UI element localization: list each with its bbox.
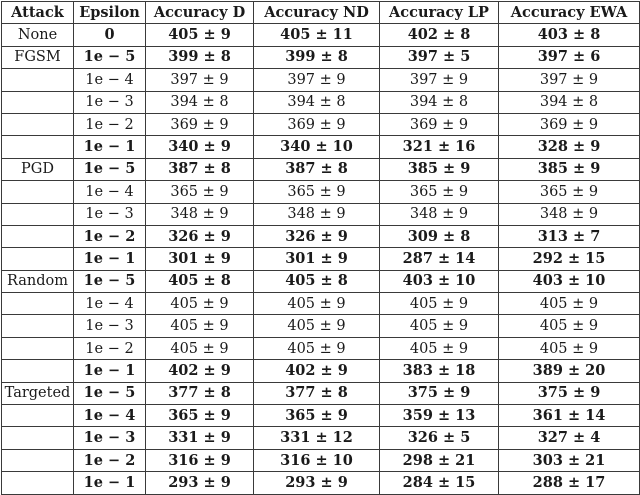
attack-cell [2,91,74,113]
attack-cell [2,405,74,427]
table-row [2,382,640,404]
accuracy-ewa-cell: 405 ± 9 [499,293,640,315]
header-row [2,2,640,24]
accuracy-nd-cell: 402 ± 9 [254,360,380,382]
accuracy-lp-cell: 309 ± 8 [380,225,499,247]
accuracy-lp-cell: 383 ± 18 [380,360,499,382]
attack-cell [2,203,74,225]
accuracy-d-cell: 301 ± 9 [146,248,254,270]
table-row [2,360,640,382]
attack-cell [2,293,74,315]
accuracy-d-cell: 405 ± 9 [146,337,254,359]
attack-cell [2,113,74,135]
accuracy-lp-cell: 397 ± 5 [380,46,499,68]
epsilon-cell: 1e − 4 [74,181,146,203]
accuracy-d-cell: 405 ± 9 [146,293,254,315]
accuracy-lp-cell: 405 ± 9 [380,315,499,337]
accuracy-d-cell: 331 ± 9 [146,427,254,449]
header-accuracy-ewa: Accuracy EWA [499,2,640,24]
attack-cell [2,360,74,382]
accuracy-lp-cell: 321 ± 16 [380,136,499,158]
epsilon-cell: 1e − 4 [74,293,146,315]
accuracy-ewa-cell: 403 ± 10 [499,270,640,292]
attack-cell [2,248,74,270]
epsilon-cell: 1e − 4 [74,405,146,427]
accuracy-d-cell: 369 ± 9 [146,113,254,135]
epsilon-cell: 1e − 2 [74,225,146,247]
attack-cell [2,427,74,449]
accuracy-d-cell: 365 ± 9 [146,181,254,203]
header-accuracy-d: Accuracy D [146,2,254,24]
accuracy-nd-cell: 293 ± 9 [254,472,380,494]
accuracy-lp-cell: 298 ± 21 [380,449,499,471]
accuracy-d-cell: 397 ± 9 [146,69,254,91]
accuracy-lp-cell: 385 ± 9 [380,158,499,180]
attack-cell [2,449,74,471]
table-row [2,315,640,337]
epsilon-cell: 1e − 2 [74,113,146,135]
epsilon-cell: 1e − 1 [74,360,146,382]
attack-cell [2,472,74,494]
accuracy-nd-cell: 405 ± 9 [254,293,380,315]
epsilon-cell: 1e − 2 [74,449,146,471]
accuracy-nd-cell: 387 ± 8 [254,158,380,180]
accuracy-lp-cell: 287 ± 14 [380,248,499,270]
attack-cell [2,181,74,203]
accuracy-ewa-cell: 292 ± 15 [499,248,640,270]
accuracy-ewa-cell: 313 ± 7 [499,225,640,247]
table-row [2,181,640,203]
accuracy-ewa-cell: 361 ± 14 [499,405,640,427]
accuracy-d-cell: 365 ± 9 [146,405,254,427]
accuracy-ewa-cell: 403 ± 8 [499,24,640,46]
accuracy-nd-cell: 365 ± 9 [254,405,380,427]
accuracy-nd-cell: 405 ± 11 [254,24,380,46]
accuracy-d-cell: 405 ± 8 [146,270,254,292]
accuracy-ewa-cell: 375 ± 9 [499,382,640,404]
accuracy-lp-cell: 326 ± 5 [380,427,499,449]
accuracy-nd-cell: 369 ± 9 [254,113,380,135]
attack-cell: PGD [2,158,74,180]
header-attack: Attack [2,2,74,24]
accuracy-ewa-cell: 328 ± 9 [499,136,640,158]
accuracy-lp-cell: 394 ± 8 [380,91,499,113]
accuracy-ewa-cell: 397 ± 6 [499,46,640,68]
epsilon-cell: 1e − 4 [74,69,146,91]
accuracy-nd-cell: 365 ± 9 [254,181,380,203]
table-row [2,248,640,270]
table-row [2,472,640,494]
attack-cell [2,225,74,247]
accuracy-lp-cell: 348 ± 9 [380,203,499,225]
table-body [2,24,640,494]
attack-cell [2,136,74,158]
epsilon-cell: 1e − 5 [74,270,146,292]
accuracy-d-cell: 394 ± 8 [146,91,254,113]
accuracy-d-cell: 316 ± 9 [146,449,254,471]
table-row [2,427,640,449]
accuracy-d-cell: 399 ± 8 [146,46,254,68]
epsilon-cell: 1e − 2 [74,337,146,359]
header-accuracy-nd: Accuracy ND [254,2,380,24]
epsilon-cell: 1e − 5 [74,46,146,68]
accuracy-nd-cell: 340 ± 10 [254,136,380,158]
accuracy-lp-cell: 405 ± 9 [380,293,499,315]
accuracy-nd-cell: 316 ± 10 [254,449,380,471]
attack-cell: None [2,24,74,46]
accuracy-ewa-cell: 327 ± 4 [499,427,640,449]
accuracy-d-cell: 405 ± 9 [146,24,254,46]
accuracy-nd-cell: 331 ± 12 [254,427,380,449]
attack-cell: Random [2,270,74,292]
accuracy-d-cell: 402 ± 9 [146,360,254,382]
epsilon-cell: 1e − 3 [74,203,146,225]
accuracy-ewa-cell: 303 ± 21 [499,449,640,471]
accuracy-ewa-cell: 369 ± 9 [499,113,640,135]
accuracy-lp-cell: 359 ± 13 [380,405,499,427]
accuracy-d-cell: 348 ± 9 [146,203,254,225]
accuracy-lp-cell: 397 ± 9 [380,69,499,91]
accuracy-nd-cell: 326 ± 9 [254,225,380,247]
table-row [2,337,640,359]
accuracy-nd-cell: 399 ± 8 [254,46,380,68]
table-row [2,24,640,46]
accuracy-nd-cell: 377 ± 8 [254,382,380,404]
results-table [1,1,640,495]
accuracy-nd-cell: 405 ± 8 [254,270,380,292]
attack-cell: FGSM [2,46,74,68]
table-row [2,69,640,91]
epsilon-cell: 1e − 3 [74,427,146,449]
table-row [2,293,640,315]
accuracy-ewa-cell: 348 ± 9 [499,203,640,225]
accuracy-lp-cell: 403 ± 10 [380,270,499,292]
accuracy-ewa-cell: 405 ± 9 [499,315,640,337]
table-row [2,449,640,471]
epsilon-cell: 0 [74,24,146,46]
epsilon-cell: 1e − 1 [74,472,146,494]
accuracy-d-cell: 377 ± 8 [146,382,254,404]
table-row [2,46,640,68]
accuracy-ewa-cell: 288 ± 17 [499,472,640,494]
epsilon-cell: 1e − 3 [74,91,146,113]
accuracy-ewa-cell: 385 ± 9 [499,158,640,180]
accuracy-d-cell: 293 ± 9 [146,472,254,494]
attack-cell: Targeted [2,382,74,404]
accuracy-nd-cell: 405 ± 9 [254,315,380,337]
accuracy-d-cell: 387 ± 8 [146,158,254,180]
accuracy-lp-cell: 365 ± 9 [380,181,499,203]
table-row [2,158,640,180]
accuracy-ewa-cell: 389 ± 20 [499,360,640,382]
accuracy-nd-cell: 405 ± 9 [254,337,380,359]
accuracy-lp-cell: 375 ± 9 [380,382,499,404]
accuracy-lp-cell: 369 ± 9 [380,113,499,135]
header-accuracy-lp: Accuracy LP [380,2,499,24]
accuracy-d-cell: 405 ± 9 [146,315,254,337]
attack-cell [2,337,74,359]
epsilon-cell: 1e − 3 [74,315,146,337]
epsilon-cell: 1e − 1 [74,136,146,158]
accuracy-ewa-cell: 365 ± 9 [499,181,640,203]
table-row [2,203,640,225]
accuracy-nd-cell: 394 ± 8 [254,91,380,113]
table-row [2,91,640,113]
attack-cell [2,69,74,91]
table-row [2,405,640,427]
attack-cell [2,315,74,337]
accuracy-d-cell: 340 ± 9 [146,136,254,158]
accuracy-d-cell: 326 ± 9 [146,225,254,247]
epsilon-cell: 1e − 5 [74,158,146,180]
table-row [2,270,640,292]
table-row [2,225,640,247]
epsilon-cell: 1e − 1 [74,248,146,270]
accuracy-nd-cell: 348 ± 9 [254,203,380,225]
accuracy-ewa-cell: 405 ± 9 [499,337,640,359]
table-row [2,136,640,158]
table-row [2,113,640,135]
accuracy-ewa-cell: 397 ± 9 [499,69,640,91]
accuracy-lp-cell: 402 ± 8 [380,24,499,46]
accuracy-nd-cell: 301 ± 9 [254,248,380,270]
epsilon-cell: 1e − 5 [74,382,146,404]
accuracy-lp-cell: 405 ± 9 [380,337,499,359]
accuracy-nd-cell: 397 ± 9 [254,69,380,91]
accuracy-lp-cell: 284 ± 15 [380,472,499,494]
header-epsilon: Epsilon [74,2,146,24]
accuracy-ewa-cell: 394 ± 8 [499,91,640,113]
